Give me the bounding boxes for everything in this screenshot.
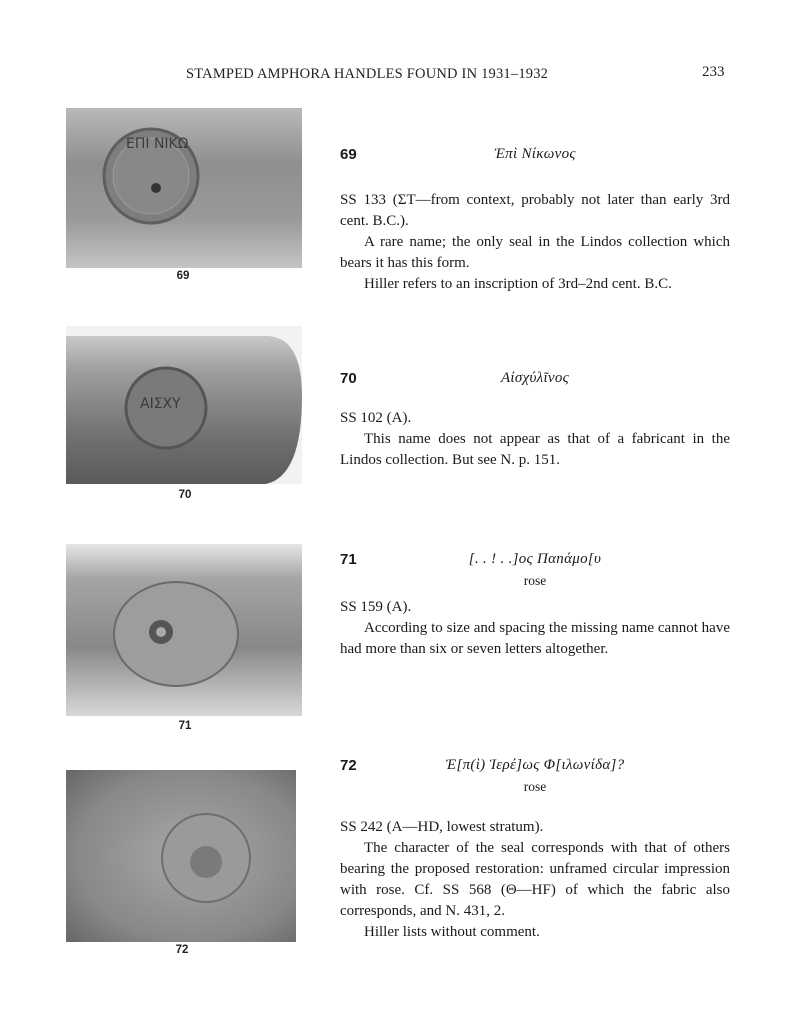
photo-handle-69 [66,108,302,268]
entry-number: 72 [340,757,357,774]
entry-number: 70 [340,370,357,387]
photo-handle-71 [66,544,302,716]
entry-number: 69 [340,146,357,163]
photo-handle-72 [66,770,296,942]
entry-paragraph: SS 133 (ΣΤ—from context, probably not later than early 3rd cent. B.C.). [340,192,730,229]
catalogue-entry-71 [340,551,730,660]
photo-caption-72: 72 [175,944,189,956]
photo-caption-69: 69 [176,270,190,282]
entry-paragraph: SS 242 (A—HD, lowest stratum). [340,819,544,835]
entry-paragraph: SS 102 (A). [340,410,412,426]
svg-text:ΑΙΣΧΥ: ΑΙΣΧΥ [140,396,181,412]
stamp-legend: [. . ! . .]ος Παnάμο[υ [468,551,602,567]
entry-paragraph: SS 159 (A). [340,599,412,615]
page-number: 233 [702,64,725,80]
stamp-legend: Αἰσχύλῖνος [500,370,570,386]
photo-caption-71: 71 [178,720,192,732]
catalogue-entry-72 [340,757,730,943]
entry-number: 71 [340,551,357,568]
photo-handle-70 [66,326,302,484]
running-header-title: STAMPED AMPHORA HANDLES FOUND IN 1931–1932 [186,66,549,82]
stamp-legend: Ἐ[π(ὶ) Ἱερέ]ως Φ[ιλωνίδα]? [445,757,625,773]
entry-paragraph: This name does not appear as that of a fabricant in the Lindos collection. But see N. p. 151. [340,431,730,468]
entry-paragraph: A rare name; the only seal in the Lindos collection which bears it has this form. [340,234,730,271]
entry-paragraph: The character of the seal corresponds with that of others bearing the proposed restoration: unframed circular impression with rose. Cf. SS 568 (Θ—HF) of which the fabric also corresponds, and N. 431, 2. [340,840,730,919]
stamp-legend: Ἐπὶ Νίκωνος [494,146,576,162]
stamp-device: rose [523,779,547,794]
stamp-device: rose [523,573,547,588]
catalogue-entry-69 [340,146,730,295]
catalogue-entry-70 [340,370,730,471]
entry-paragraph: Hiller lists without comment. [364,924,540,940]
photo-caption-70: 70 [178,489,192,501]
entry-paragraph: Hiller refers to an inscription of 3rd–2nd cent. B.C. [364,276,672,292]
entry-paragraph: According to size and spacing the missing name cannot have had more than six or seven letters altogether. [340,620,730,657]
svg-text:ΕΠΙ ΝΙΚΩ: ΕΠΙ ΝΙΚΩ [126,136,189,152]
